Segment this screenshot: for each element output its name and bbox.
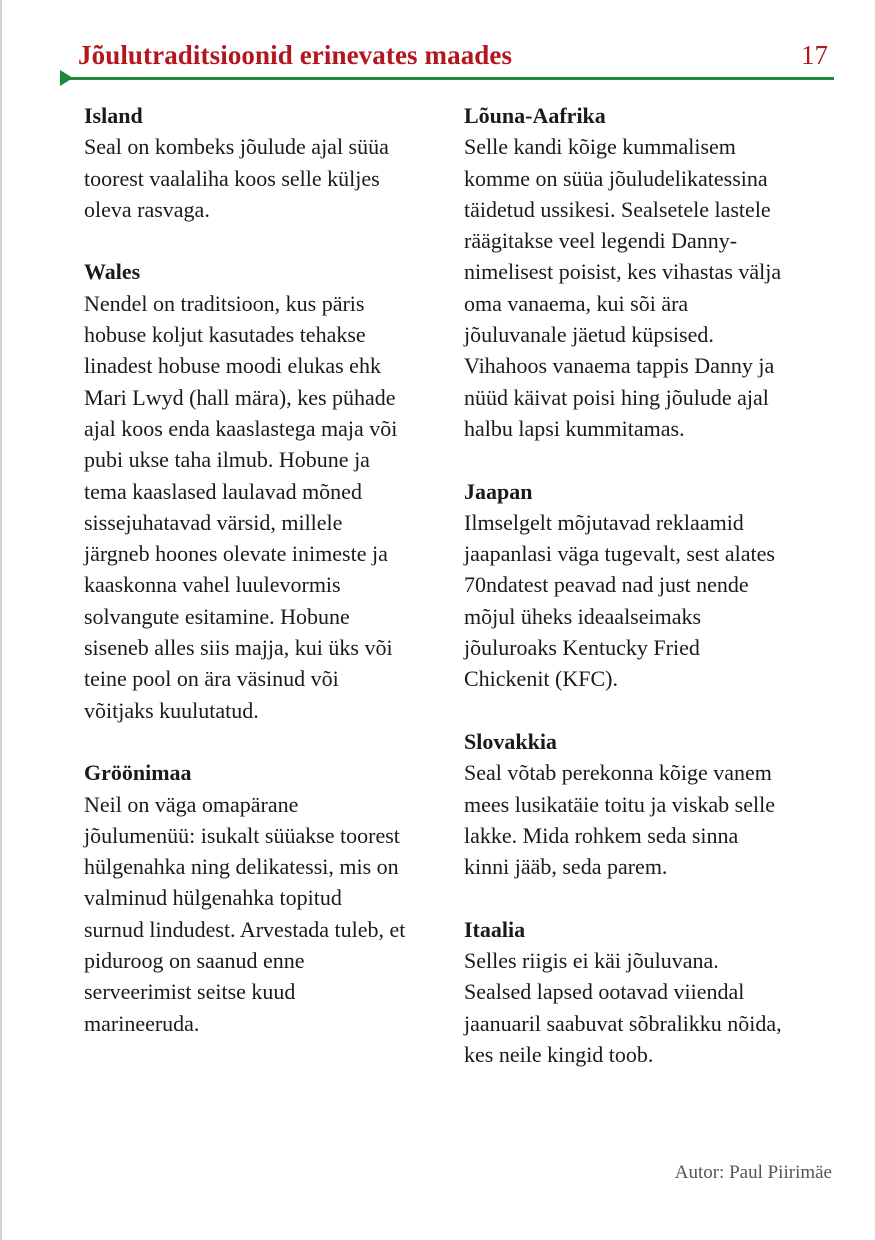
section-body: Neil on väga omapärane jõulumenüü: isukalt süüakse toorest hülgenahka ning delikatessi, mis on valminud hülgenahka topitud surnud lindudest. Arvestada tuleb, et piduroog on saanud enne serveerimist seitse kuud marineeruda. — [84, 791, 406, 1036]
section-heading: Slovakkia — [464, 728, 557, 754]
section-heading: Lõuna-Aafrika — [464, 103, 606, 128]
page-header — [78, 40, 830, 80]
section-heading: Wales — [84, 259, 141, 285]
section-heading: Itaalia — [464, 916, 526, 942]
section-island — [84, 100, 454, 225]
left-column — [84, 100, 454, 1070]
page-title: Jõulutraditsioonid erinevates maades — [78, 40, 513, 70]
section-heading: Island — [84, 103, 143, 128]
section-heading: Jaapan — [464, 478, 533, 504]
section-body: Seal on kombeks jõulude ajal süüa toorest vaalaliha koos selle küljes oleva rasvaga. — [84, 134, 389, 222]
section-body: Nendel on traditsioon, kus päris hobuse koljut kasutades tehakse linadest hobuse moodi elukas ehk Mari Lwyd (hall mära), kes pühade ajal koos enda kaaslastega maja või pubi ukse taha ilmub. Hobune ja tema kaaslased laulavad mõned sissejuhatavad värsid, millele järgneb hoones olevate inimeste ja kaaskonna vahel luulevormis solvangute esitamine. Hobune siseneb alles siis majja, kui üks või teine pool on ära väsinud või võitjaks kuulutatud. — [84, 290, 398, 723]
author-credit: Autor: Paul Piirimäe — [674, 1162, 832, 1183]
section-jaapan — [464, 476, 836, 695]
page-left-edge — [0, 0, 2, 1240]
right-column — [464, 100, 836, 1102]
section-body: Selle kandi kõige kummalisem komme on süüa jõuludelikatessina täidetud ussikesi. Sealsetele lastele räägitakse veel legendi Danny- nimelisest poisist, kes vihastas välja oma vanaema, kui sõi ära jõuluvanale jäetud küpsised. Vihahoos vanaema tappis Danny ja nüüd käivat poisi hing jõulude ajal halbu lapsi kummitamas. — [464, 134, 782, 441]
section-body: Ilmselgelt mõjutavad reklaamid jaapanlasi väga tugevalt, sest alates 70ndatest peavad nad just nende mõjul üheks ideaalseimaks jõuluroaks Kentucky Fried Chickenit (KFC). — [464, 509, 775, 692]
section-itaalia — [464, 914, 836, 1070]
section-louna-aafrika — [464, 100, 836, 444]
section-body: Seal võtab perekonna kõige vanem mees lusikatäie toitu ja viskab selle lakke. Mida rohkem seda sinna kinni jääb, seda parem. — [464, 760, 775, 880]
header-rule — [70, 77, 834, 80]
section-slovakkia — [464, 726, 836, 882]
page-number: 17 — [801, 40, 828, 70]
section-body: Selles riigis ei käi jõuluvana. Sealsed lapsed ootavad viiendal jaanuaril saabuvat sõbralikku nõida, kes neile kingid toob. — [464, 948, 782, 1067]
section-groonimaa — [84, 757, 454, 1039]
section-wales — [84, 256, 454, 725]
section-heading: Gröönimaa — [84, 760, 192, 786]
